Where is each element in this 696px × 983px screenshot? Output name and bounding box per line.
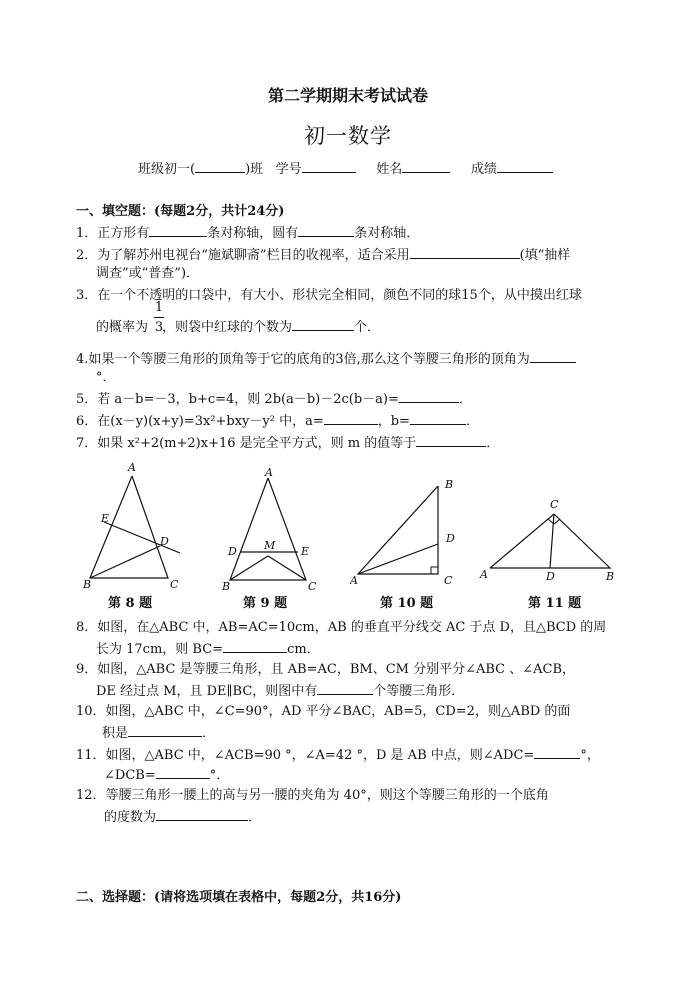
fig11-caption: 第 11 题 [528,596,582,611]
fig11-label-A: A [480,568,488,581]
question-9: 9．如图，△ABC 是等腰三角形，且 AB=AC，BM、CM 分别平分∠ABC 、∠ACB， [76,662,576,677]
section1-heading: 一、填空题：(每题2分，共计24分) [76,204,285,219]
q9-blank[interactable] [317,682,373,695]
exam-title: 第二学期期末考试试卷 [267,86,428,105]
fig11-label-B: B [606,570,615,583]
q6-text-a: 6．在(x－y)(x+y)=3x²+bxy－y² 中，a= [76,414,324,429]
q9-line-2 [96,682,464,700]
q3-blank[interactable] [292,318,354,331]
fig9-caption: 第 9 题 [243,596,288,611]
question-2 [76,246,570,264]
q4-blank[interactable] [530,350,576,363]
score-label: 成绩 [470,162,497,177]
q2-blank[interactable] [410,246,520,259]
q6-text-c: ． [465,414,479,429]
q5-blank[interactable] [399,390,459,403]
q8-text-c: cm． [287,642,320,657]
class-label-end: )班 [245,162,264,177]
q6-blank-b[interactable] [410,412,466,425]
id-blank[interactable] [302,160,356,173]
question-10: 10．如图，△ABC 中，∠C=90°，AD 平分∠BAC，AB=5，CD=2，则△ABD 的面 [76,704,571,719]
fig10-right-angle-mark [431,567,438,574]
q1-blank-2[interactable] [298,224,354,237]
q10-text-c: ． [202,726,216,741]
fig10-label-D: D [446,532,455,545]
q10-blank[interactable] [128,724,202,737]
q6-text-b: ，b= [377,414,410,429]
figure-10 [350,472,460,594]
q3-text-b: 的概率为 [96,320,149,335]
score-blank[interactable] [497,160,553,173]
q5-text-b: ． [458,392,472,407]
q9-text-b: DE 经过点 M，且 DE∥BC，则图中有 [96,684,318,699]
fig10-label-A: A [350,574,358,587]
q8-line-2 [96,640,320,658]
q2-text-b: (填“抽样 [519,248,571,263]
question-7 [76,434,499,452]
q7-text-a: 7．如果 x²+2(m+2)x+16 是完全平方式，则 m 的值等于 [76,436,417,451]
fig8-triangle [90,476,168,578]
class-blank[interactable] [195,160,245,173]
q1-text-b: 条对称轴，圆有 [207,226,299,241]
question-8: 8．如图，在△ABC 中，AB=AC=10cm，AB 的垂直平分线交 AC 于点 D，且△BCD 的周 [76,620,607,635]
q1-blank-1[interactable] [149,224,207,237]
q8-blank[interactable] [223,640,287,653]
fig9-label-C: C [308,580,317,593]
name-label: 姓名 [376,162,403,177]
q6-blank-a[interactable] [324,412,378,425]
figure-9 [220,468,320,593]
name-blank[interactable] [402,160,450,173]
q2-text-a: 2．为了解苏州电视台“施斌聊斋”栏目的收视率，适合采用 [76,248,410,263]
fig9-label-B: B [222,580,231,593]
q7-text-b: ． [486,436,500,451]
q11-text-a: 11．如图，△ABC 中，∠ACB=90 °，∠A=42 °，D 是 AB 中点，则∠ADC= [76,748,535,763]
question-1 [76,224,419,242]
fig9-label-A: A [265,468,273,479]
q12-text-b: 的度数为 [104,810,157,825]
section2-heading: 二、选择题：(请将选项填在表格中，每题2分，共16分) [76,890,402,905]
q4-text-b: °． [96,370,116,385]
q10-line-2 [102,724,215,742]
q3-text-d: 个． [354,320,381,335]
q3-denominator: 3 [154,320,164,335]
student-info-line [138,160,553,178]
q5-text-a: 5．若 a－b=－3，b+c=4，则 2b(a－b)－2c(b－a)= [76,392,399,407]
q11-line-2 [104,766,229,784]
q11-text-b: °， [580,748,600,763]
q3-fraction [152,300,166,335]
q8-text-b: 长为 17cm，则 BC= [96,642,224,657]
figure-11 [476,492,626,587]
q11-blank-2[interactable] [156,766,210,779]
question-6 [76,412,479,430]
q12-text-c: ． [248,810,262,825]
q11-text-c: ∠DCB= [104,768,156,783]
fig10-label-B: B [445,478,454,491]
fig8-bd [90,546,160,578]
fig9-bm [230,556,268,580]
fig9-triangle [230,478,306,580]
q1-text-a: 1．正方形有 [76,226,150,241]
question-11 [76,746,600,764]
q4-text-a: 4.如果一个等腰三角形的顶角等于它的底角的3倍,那么这个等腰三角形的顶角为 [76,352,530,367]
q3-numerator: 1 [154,300,164,315]
q2-text-c: 调查”或“普查”)． [96,266,200,281]
q12-line-2 [104,808,261,826]
fig11-label-D: D [546,570,555,583]
fig10-caption: 第 10 题 [380,596,434,611]
id-label: 学号 [275,162,302,177]
fig9-cm [268,556,306,580]
question-3: 3．在一个不透明的口袋中，有大小、形状完全相同，颜色不同的球15个，从中摸出红球 [76,288,582,303]
fig11-label-C: C [550,498,559,511]
fig8-label-D: D [160,535,169,548]
fig10-triangle [358,486,438,574]
q1-text-c: 条对称轴． [354,226,420,241]
question-4 [76,350,576,368]
q10-text-b: 积是 [102,726,129,741]
fig8-label-C: C [170,578,179,591]
fig10-ad [358,544,438,574]
question-5 [76,390,472,408]
fig8-label-E: E [101,512,110,525]
q3-line-2 [96,318,380,336]
q12-blank[interactable] [156,808,248,821]
fig9-label-D: D [228,545,237,558]
q3-text-c: ，则袋中红球的个数为 [162,320,293,335]
figure-8 [80,458,190,598]
fig9-label-M: M [264,539,276,552]
fig8-label-B: B [83,578,92,591]
fig8-label-A: A [128,461,136,474]
q11-blank-1[interactable] [534,746,580,759]
q7-blank[interactable] [416,434,486,447]
q11-text-d: °． [209,768,230,783]
subject-title: 初一数学 [304,124,392,148]
fig9-label-E: E [301,545,310,558]
fig8-caption: 第 8 题 [108,596,153,611]
fig10-label-C: C [444,574,453,587]
q9-text-c: 个等腰三角形． [373,684,465,699]
question-12: 12．等腰三角形一腰上的高与另一腰的夹角为 40°，则这个等腰三角形的一个底角 [76,788,549,803]
class-label: 班级初一( [138,162,196,177]
